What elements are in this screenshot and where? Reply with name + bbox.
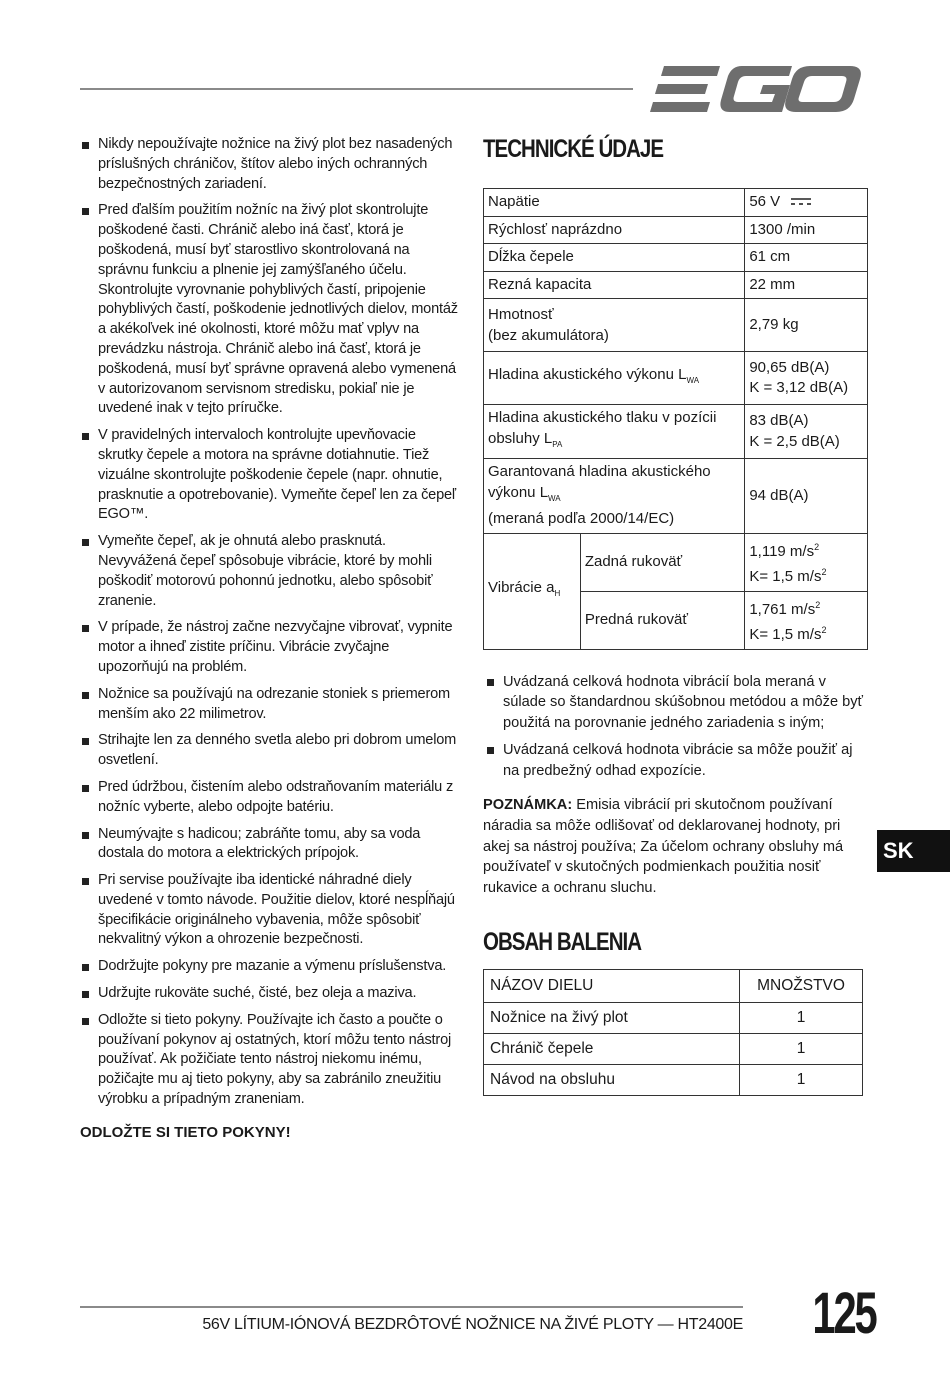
vibration-notes-list [483,672,868,782]
language-tab: SK [877,830,950,872]
table-row [484,1065,863,1096]
list-item: Neumývajte s hadicou; zabráňte tomu, aby sa voda dostala do motora a elektrických prípojok. [80,825,460,865]
column-header-part: NÁZOV DIELU [484,970,740,1003]
note-text: Emisia vibrácií pri skutočnom používaní náradia sa môže odlišovať od deklarovanej hodnoty, pri akej sa nástroj používa; Za účelom ochrany obsluhy má používateľ v skutočných podmienkach použitia nosiť rukavice a ochranu sluchu. [483,797,844,896]
ego-logo [650,64,862,114]
cut-capacity-value: 22 mm [745,271,868,299]
list-item: Pri servise používajte iba identické náhradné diely uvedené v tomto návode. Použitie dielov, ktoré nespĺňajú špecifikácie originálneho vybavenia, môže spôsobiť nekvalitný výkon a ohrozenie bezpečnosti. [80,871,460,950]
package-contents-table [483,969,863,1096]
sound-power-value: 90,65 dB(A) K = 3,12 dB(A) [745,352,868,405]
front-handle-label: Predná rukoväť [580,591,745,649]
sound-pressure-label: Hladina akustického tlaku v pozícii obsluhy $L_{PA}$ [484,405,745,459]
front-handle-value: 1,761 $m/s^2$ K= 1,5 $m/s^2$ [745,591,868,649]
sound-pressure-value: 83 dB(A) K = 2,5 dB(A) [745,405,868,459]
footer-rule [80,1306,743,1308]
footer-title: 56V LÍTIUM-IÓNOVÁ BEZDRÔTOVÉ NOŽNICE NA ŽIVÉ PLOTY — HT2400E [202,1316,743,1333]
guaranteed-sound-label: Garantovaná hladina akustického výkonu $L_{WA}$ (meraná podľa 2000/14/EC) [484,459,745,534]
part-qty: 1 [740,1065,863,1096]
part-name: Chránič čepele [484,1034,740,1065]
part-qty: 1 [740,1034,863,1065]
safety-list [80,135,460,1110]
header-rule [80,88,633,90]
list-item: V pravidelných intervaloch kontrolujte upevňovacie skrutky čepele a motora na správne dotiahnutie. Tiež vizuálne skontrolujte poškodenie čepele (napr. ohnutie, prasknutie a opotrebovanie). Vymeňte čepeľ len za čepeľ EGO™. [80,426,460,525]
list-item: Strihajte len za denného svetla alebo pri dobrom umelom osvetlení. [80,731,460,771]
keep-instructions-note: ODLOŽTE SI TIETO POKYNY! [80,1123,291,1141]
table-row [484,299,868,352]
note-label: POZNÁMKA: [483,797,573,814]
voltage-value: 56 V [745,189,868,217]
table-row [484,352,868,405]
list-item: Pred ďalším použitím nožníc na živý plot skontrolujte poškodené časti. Chránič alebo iná časť, ktorá je poškodená, musí byť starostlivo skontrolovaná na správnu funkciu a plnenie jej zamýšľaného účelu. Skontrolujte vyrovnanie pohyblivých častí, pripojenie pohyblivých častí, poškodenie jednotlivých dielov, montáž a akékoľvek iné okolnosti, ktoré môžu mať vplyv na prevádzku nástroja. Chránič alebo iná časť, ktorá je poškodená, musí byť správne opravená alebo vymenená v autorizovanom servisnom stredisku, pokiaľ nie je uvedené inak v tejto príručke. [80,201,460,419]
vibration-label: Vibrácie $a_H$ [484,533,581,649]
table-row [484,244,868,272]
part-qty: 1 [740,1003,863,1034]
rear-handle-value: 1,119 $m/s^2$ K= 1,5 $m/s^2$ [745,533,868,591]
table-row [484,1003,863,1034]
part-name: Návod na obsluhu [484,1065,740,1096]
part-name: Nožnice na živý plot [484,1003,740,1034]
list-item: Nožnice sa používajú na odrezanie stoniek s priemerom menším ako 22 milimetrov. [80,685,460,725]
table-row [484,405,868,459]
cut-capacity-label: Rezná kapacita [484,271,745,299]
tech-spec-table [483,188,868,650]
weight-label: Hmotnosť (bez akumulátora) [484,299,745,352]
blade-length-label: Dĺžka čepele [484,244,745,272]
list-item: V prípade, že nástroj začne nezvyčajne vibrovať, vypnite motor a ihneď zistite príčinu. Vibrácie zvyčajne upozorňujú na problém. [80,618,460,677]
list-item: Uvádzaná celková hodnota vibrácie sa môže použiť aj na predbežný odhad expozície. [483,740,868,781]
column-header-quantity: MNOŽSTVO [740,970,863,1003]
list-item: Udržujte rukoväte suché, čisté, bez oleja a maziva. [80,984,460,1004]
table-row [484,216,868,244]
speed-label: Rýchlosť naprázdno [484,216,745,244]
weight-value: 2,79 kg [745,299,868,352]
list-item: Odložte si tieto pokyny. Používajte ich často a poučte o používaní pokynov aj ostatných, ktorí môžu tento nástroj používať. Ak požičiate tento nástroj niekomu inému, požičajte mu aj tieto pokyny, aby sa zabránilo zneužitiu výrobku a prípadným zraneniam. [80,1011,460,1110]
list-item: Uvádzaná celková hodnota vibrácií bola meraná v súlade so štandardnou skúšobnou metódou a môže byť použitá na porovnanie jedného zariadenia s iným; [483,672,868,734]
spec-column [483,135,868,1096]
rear-handle-label: Zadná rukoväť [580,533,745,591]
dc-symbol-icon [790,197,812,207]
voltage-label: Napätie [484,189,745,217]
note-paragraph [483,795,868,898]
table-row [484,1034,863,1065]
table-header-row [484,970,863,1003]
sound-power-label: Hladina akustického výkonu $L_{WA}$ [484,352,745,405]
page-number: 125 [812,1281,876,1346]
table-row [484,271,868,299]
list-item: Dodržujte pokyny pre mazanie a výmenu príslušenstva. [80,957,460,977]
table-row [484,533,868,591]
tech-data-title: TECHNICKÉ ÚDAJE [483,135,664,163]
table-row [484,459,868,534]
list-item: Nikdy nepoužívajte nožnice na živý plot bez nasadených príslušných chráničov, štítov alebo iných ochranných bezpečnostných zariadení. [80,135,460,194]
table-row [484,189,868,217]
guaranteed-sound-value: 94 dB(A) [745,459,868,534]
safety-column [80,135,460,1141]
speed-value: 1300 /min [745,216,868,244]
package-contents-title: OBSAH BALENIA [483,928,642,957]
list-item: Pred údržbou, čistením alebo odstraňovaním materiálu z nožníc vyberte, alebo odpojte batériu. [80,778,460,818]
blade-length-value: 61 cm [745,244,868,272]
list-item: Vymeňte čepeľ, ak je ohnutá alebo prasknutá. Nevyvážená čepeľ spôsobuje vibrácie, ktoré by mohli poškodiť motorovú pohonnú jednotku, alebo spôsobiť zranenie. [80,532,460,611]
